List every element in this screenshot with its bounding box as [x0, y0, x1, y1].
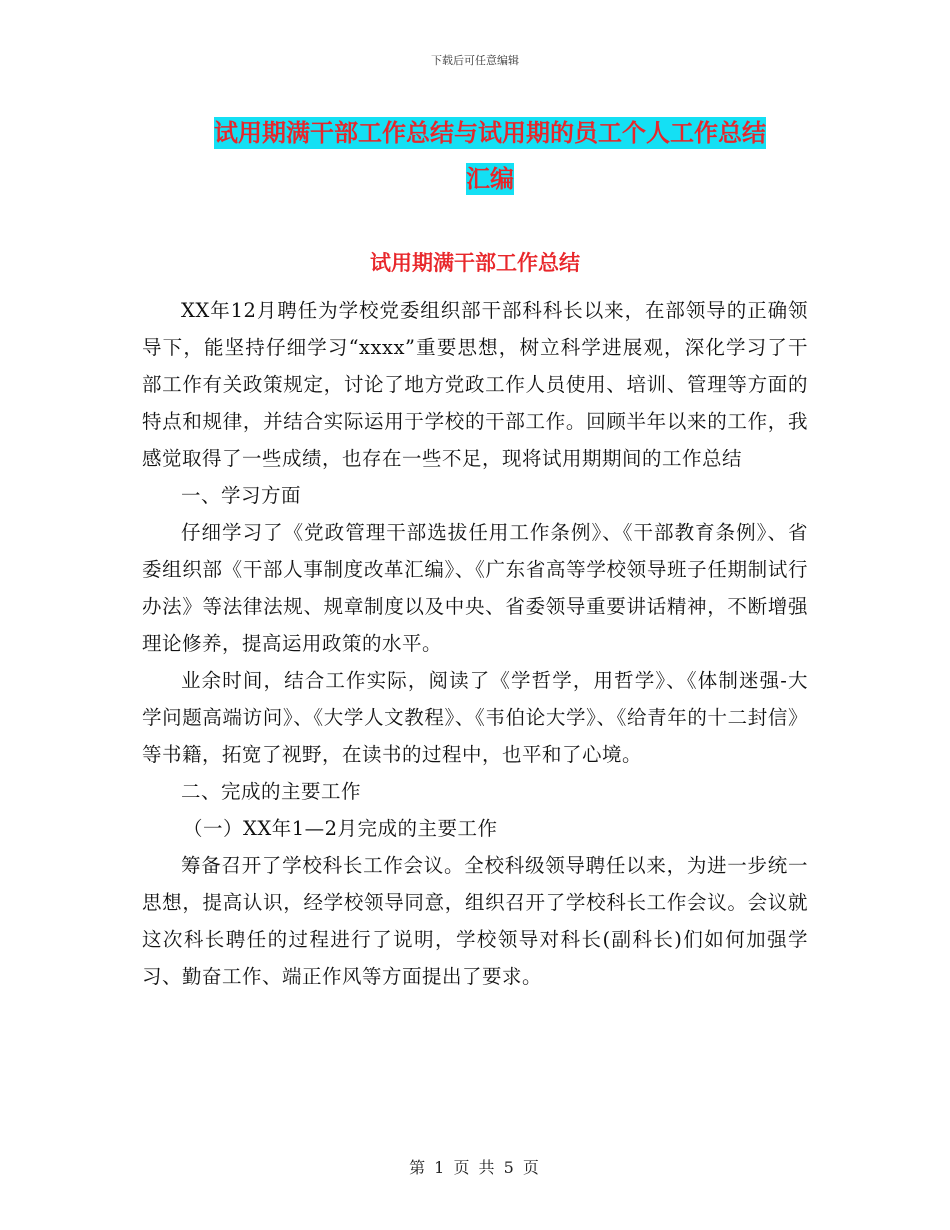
paragraph-meeting: 筹备召开了学校科长工作会议。全校科级领导聘任以来，为进一步统一思想，提高认识，经学校领导同意，组织召开了学校科长工作会议。会议就这次科长聘任的过程进行了说明，学校领导对科长(副科长)们如何加强学习、勤奋工作、端正作风等方面提出了要求。: [142, 854, 808, 988]
page-footer: 第 1 页 共 5 页: [409, 1158, 541, 1177]
title-line-1: 试用期满干部工作总结与试用期的员工个人工作总结: [214, 119, 766, 147]
paragraph-study-1: 仔细学习了《党政管理干部选拔任用工作条例》、《干部教育条例》、省委组织部《干部人事制度改革汇编》、《广东省高等学校领导班子任期制试行办法》等法律法规、规章制度以及中央、省委领导重要讲话精神，不断增强理论修养，提高运用政策的水平。: [142, 521, 808, 655]
paragraph-intro: XX年12月聘任为学校党委组织部干部科科长以来，在部领导的正确领导下，能坚持仔细学习“xxxx”重要思想，树立科学进展观，深化学习了干部工作有关政策规定，讨论了地方党政工作人员使用、培训、管理等方面的特点和规律，并结合实际运用于学校的干部工作。回顾半年以来的工作，我感觉取得了一些成绩，也存在一些不足，现将试用期期间的工作总结: [142, 299, 808, 470]
document-title: [140, 110, 840, 202]
section-title: 试用期满干部工作总结: [370, 251, 580, 275]
paragraph-study-2: 业余时间，结合工作实际，阅读了《学哲学，用哲学》、《体制迷强-大学问题高端访问》、《大学人文教程》、《韦伯论大学》、《给青年的十二封信》等书籍，拓宽了视野，在读书的过程中，也平和了心境。: [142, 669, 808, 766]
title-line-2: 汇编: [466, 165, 514, 193]
header-note: 下载后可任意编辑: [431, 54, 519, 67]
document-body: [142, 292, 808, 995]
subheading-jan-feb: （一）XX年1—2月完成的主要工作: [182, 817, 498, 840]
heading-study: 一、学习方面: [181, 484, 302, 507]
heading-main-work: 二、完成的主要工作: [181, 780, 362, 803]
